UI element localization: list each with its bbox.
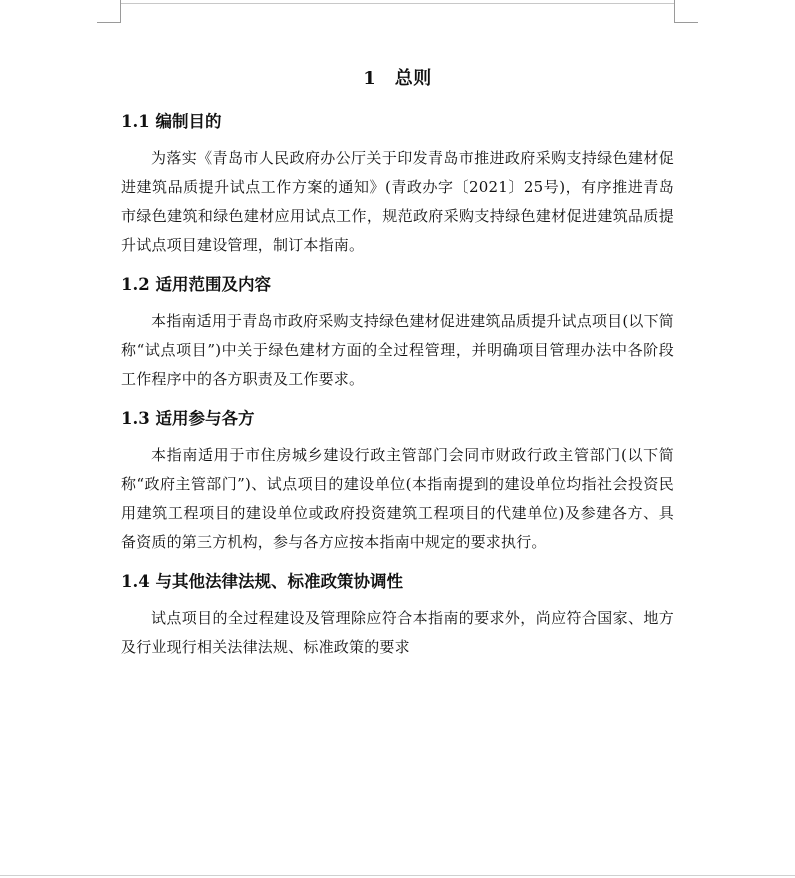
section-title-1-3: 1.3 适用参与各方 bbox=[121, 409, 255, 428]
section-title-1-1: 1.1 编制目的 bbox=[121, 112, 222, 131]
section-title-1-2: 1.2 适用范围及内容 bbox=[121, 275, 271, 294]
crop-mark-top-left bbox=[97, 0, 121, 23]
crop-mark-top-right bbox=[674, 0, 698, 23]
section-paragraph-1-4: 试点项目的全过程建设及管理除应符合本指南的要求外，尚应符合国家、地方及行业现行相关法律法规、标准政策的要求 bbox=[121, 609, 674, 656]
section-title-1-4: 1.4 与其他法律法规、标准政策协调性 bbox=[121, 572, 403, 591]
section-paragraph-1-3: 本指南适用于市住房城乡建设行政主管部门会同市财政行政主管部门(以下简称“政府主管部门”)、试点项目的建设单位(本指南提到的建设单位均指社会投资民用建筑工程项目的建设单位或政府投资建筑工程项目的代建单位)及参建各方、具备资质的第三方机构，参与各方应按本指南中规定的要求执行。 bbox=[121, 446, 674, 551]
section-paragraph-1-1: 为落实《青岛市人民政府办公厅关于印发青岛市推进政府采购支持绿色建材促进建筑品质提升试点工作方案的通知》(青政办字〔2021〕25号)，有序推进青岛市绿色建筑和绿色建材应用试点工作，规范政府采购支持绿色建材促进建筑品质提升试点项目建设管理，制订本指南。 bbox=[121, 149, 674, 254]
page-top-edge bbox=[121, 3, 674, 4]
document-body bbox=[121, 64, 674, 662]
chapter-title: 1 总则 bbox=[363, 68, 432, 89]
section-paragraph-1-2: 本指南适用于青岛市政府采购支持绿色建材促进建筑品质提升试点项目(以下简称“试点项目”)中关于绿色建材方面的全过程管理，并明确项目管理办法中各阶段工作程序中的各方职责及工作要求。 bbox=[121, 312, 674, 388]
page-bottom-edge bbox=[0, 875, 795, 876]
